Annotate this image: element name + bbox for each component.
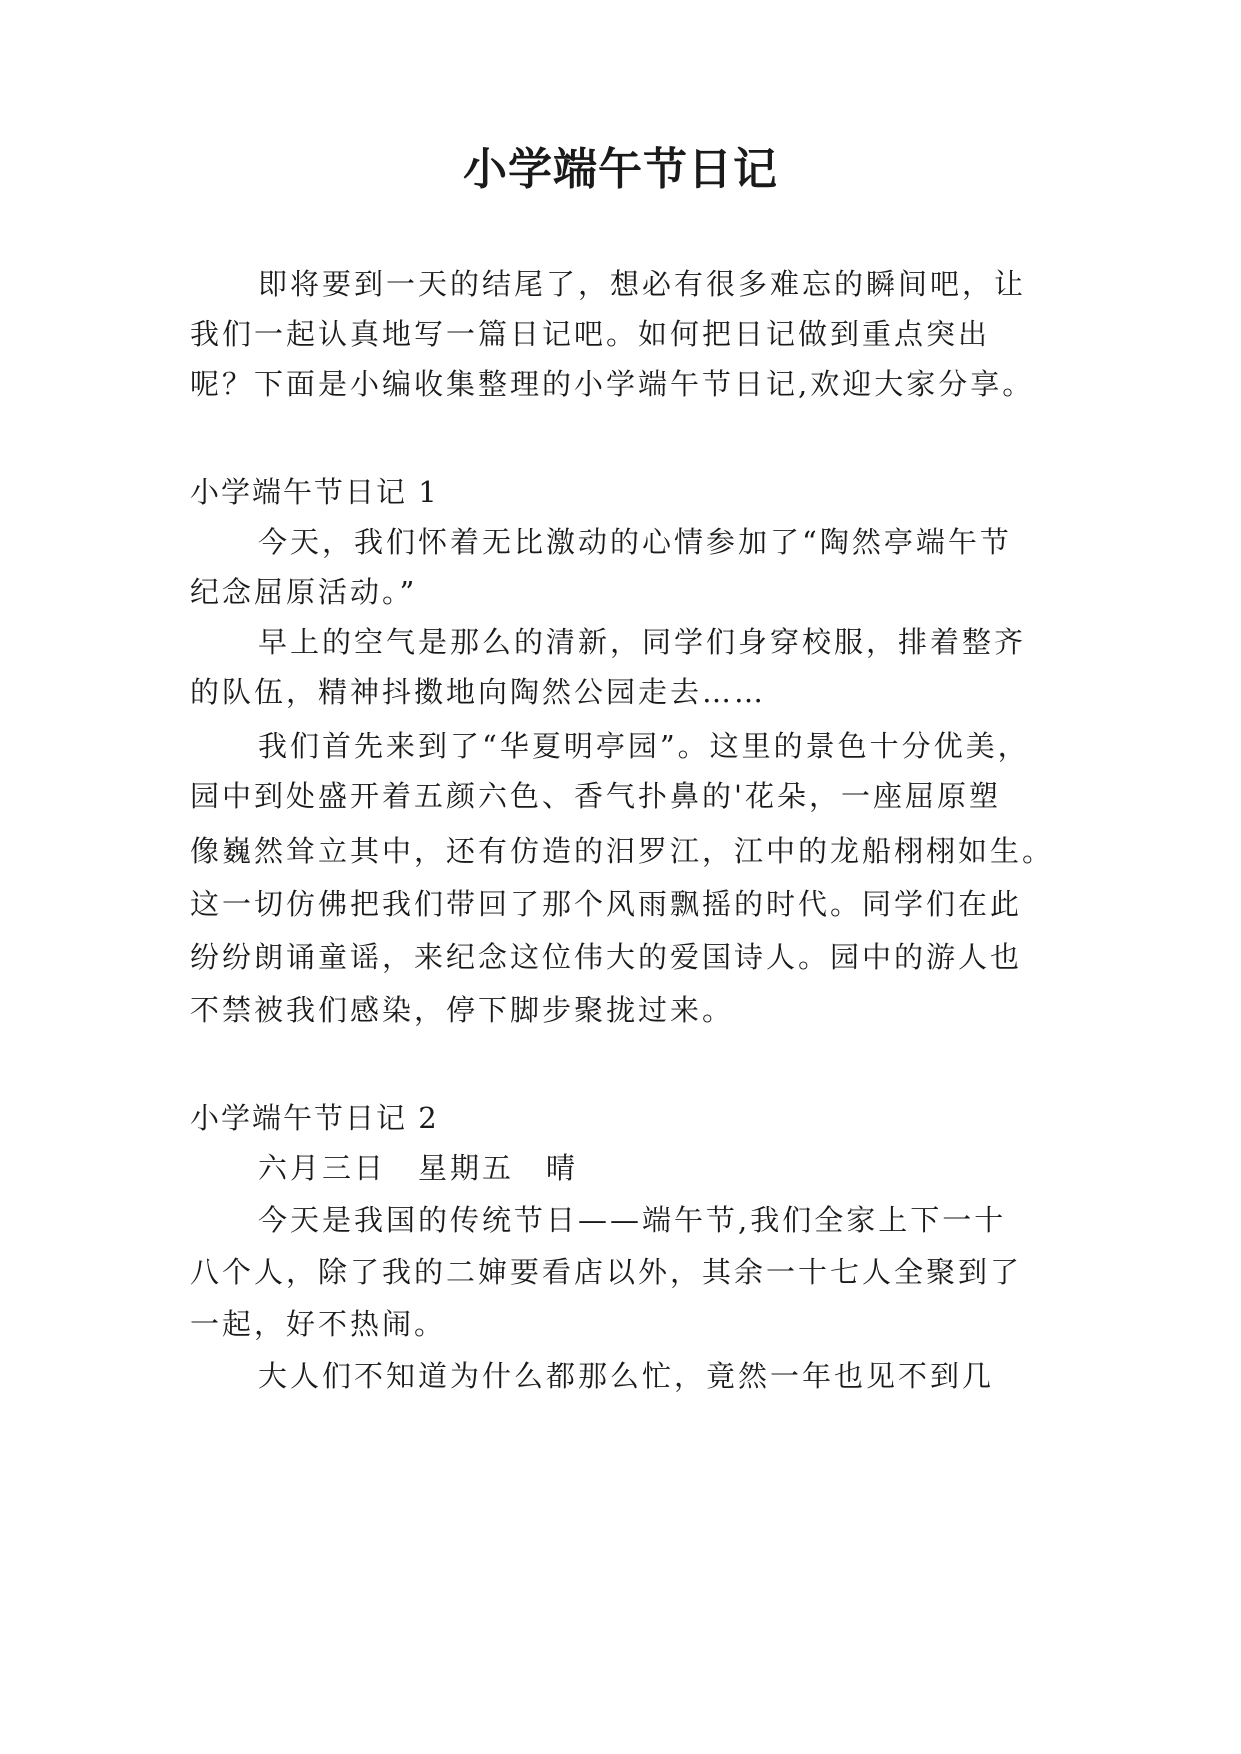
diary-1-line: 这一切仿佛把我们带回了那个风雨飘摇的时代。同学们在此 xyxy=(190,887,1023,921)
diary-1-line: 像巍然耸立其中，还有仿造的汨罗江，江中的龙船栩栩如生。 xyxy=(190,834,1055,868)
diary-1-heading: 小学端午节日记 1 xyxy=(190,475,439,509)
diary-2-line: 今天是我国的传统节日——端午节,我们全家上下一十 xyxy=(258,1203,1007,1237)
diary-1-line: 我们首先来到了“华夏明亭园”。这里的景色十分优美， xyxy=(258,729,1030,763)
diary-2-line: 八个人，除了我的二婶要看店以外，其余一十七人全聚到了 xyxy=(190,1255,1023,1289)
diary-1-line: 早上的空气是那么的清新，同学们身穿校服，排着整齐 xyxy=(258,625,1027,659)
diary-1-line: 的队伍，精神抖擞地向陶然公园走去…… xyxy=(190,675,767,709)
diary-1-line: 不禁被我们感染，停下脚步聚拢过来。 xyxy=(190,993,735,1027)
document-title: 小学端午节日记 xyxy=(463,144,778,195)
diary-2-line: 一起，好不热闹。 xyxy=(190,1307,447,1341)
diary-1-line: 纷纷朗诵童谣，来纪念这位伟大的爱国诗人。园中的游人也 xyxy=(190,940,1023,974)
diary-1-line: 今天，我们怀着无比激动的心情参加了“陶然亭端午节 xyxy=(258,525,1012,559)
diary-2-heading: 小学端午节日记 2 xyxy=(190,1101,439,1135)
intro-line: 即将要到一天的结尾了，想必有很多难忘的瞬间吧，让 xyxy=(258,267,1027,301)
diary-1-line: 园中到处盛开着五颜六色、香气扑鼻的'花朵，一座屈原塑 xyxy=(190,779,1001,813)
intro-line: 呢？下面是小编收集整理的小学端午节日记,欢迎大家分享。 xyxy=(190,367,1035,401)
diary-1-line: 纪念屈原活动。” xyxy=(190,575,418,609)
diary-2-date-line: 六月三日 星期五 晴 xyxy=(258,1151,579,1185)
intro-line: 我们一起认真地写一篇日记吧。如何把日记做到重点突出 xyxy=(190,317,991,351)
diary-2-line: 大人们不知道为什么都那么忙，竟然一年也见不到几 xyxy=(258,1359,995,1393)
